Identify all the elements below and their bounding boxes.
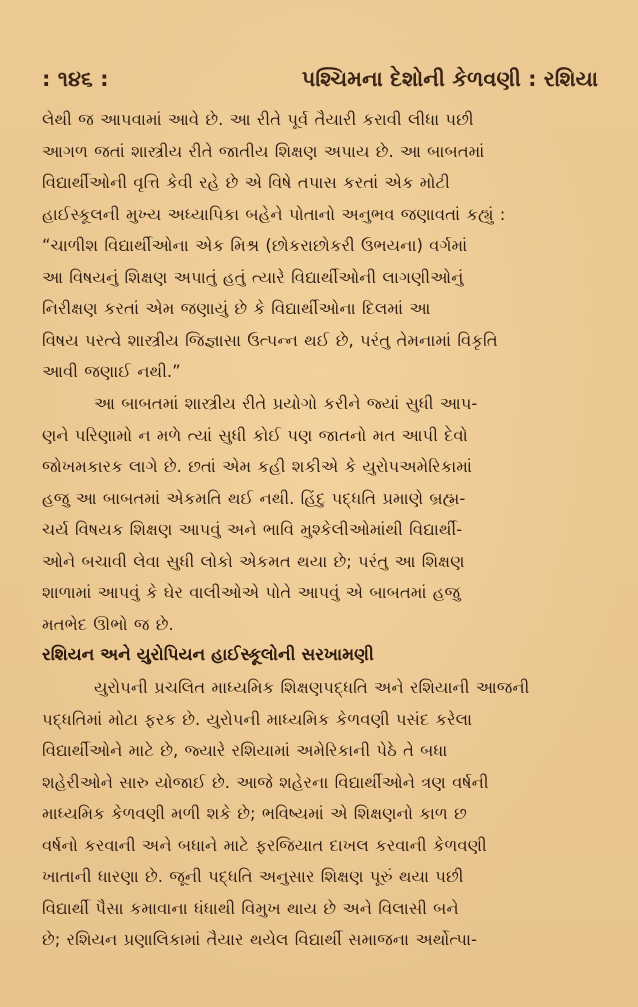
text-line: પદ્ધતિમાં મોટા ફરક છે. યુરોપની માધ્યમિક કેળવણી પસંદ કરેલા [42, 709, 473, 729]
text-line: આ બાબતમાં શાસ્ત્રીય રીતે પ્રયોગો કરીને જ્યાં સુધી આપ- [94, 394, 478, 413]
text-line: વર્ષનો કરવાની અને બધાને માટે ફરજિયાત દાખલ કરવાની કેળવણી [42, 835, 487, 855]
text-line: લેથી જ આપવામાં આવે છે. આ રીતે પૂર્વ તૈયારી કરાવી લીધા પછી [42, 110, 474, 129]
text-line: વિષય પરત્વે શાસ્ત્રીય જિજ્ઞાસા ઉત્પન્ન થઈ છે, પરંતુ તેમનામાં વિકૃતિ [42, 330, 498, 350]
page-number: : ૧૪૬ : [42, 66, 109, 91]
text-line: શહેરીઓને સારુ યોજાઈ છે. આજે શહેરના વિદ્યાર્થીઓને ત્રણ વર્ષની [42, 772, 489, 792]
text-line: હજુ આ બાબતમાં એકમતિ થઈ નથી. હિંદુ પદ્ધતિ પ્રમાણે બ્રહ્મ- [42, 488, 466, 508]
text-line: ણને પરિણામો ન મળે ત્યાં સુધી કોઈ પણ જાતનો મત આપી દેવો [42, 425, 468, 445]
paragraph-2 [42, 388, 598, 640]
text-line: હાઈસ્કૂલની મુખ્ય અધ્યાપિકા બહેને પોતાનો અનુભવ જણાવતાં કહ્યું : [42, 204, 506, 224]
text-line: જોખમકારક લાગે છે. છતાં એમ કહી શકીએ કે યુરોપઅમેરિકામાં [42, 457, 472, 476]
text-line: છે; રશિયન પ્રણાલિકામાં તૈયાર થયેલ વિદ્યાર્થી સમાજના અર્થોત્પા- [42, 930, 477, 949]
text-line: ચર્ય વિષયક શિક્ષણ આપવું અને ભાવિ મુશ્કેલીઓમાંથી વિદ્યાર્થી- [42, 520, 463, 539]
text-line: શાળામાં આપવું કે ઘેર વાલીઓએ પોતે આપવું એ બાબતમાં હજુ [42, 583, 461, 602]
text-line: મતભેદ ઊભો જ છે. [42, 614, 174, 634]
text-line: આવી જણાઈ નથી.” [42, 362, 181, 381]
text-line: ખાતાની ધારણા છે. જૂની પદ્ધતિ અનુસાર શિક્ષણ પૂરું થયા પછી [42, 867, 464, 886]
text-line: ઓને બચાવી લેવા સુધી લોકો એકમત થયા છે; પરંતુ આ શિક્ષણ [42, 551, 465, 571]
section-heading: રશિયન અને યુરોપિયન હાઈસ્કૂલોની સરખામણી [42, 645, 374, 665]
text-line: વિદ્યાર્થી પૈસા કમાવાના ધંધાથી વિમુખ થાય છે અને વિલાસી બને [42, 898, 459, 918]
text-line: માધ્યમિક કેળવણી મળી શકે છે; ભવિષ્યમાં એ શિક્ષણનો કાળ છ [42, 804, 467, 823]
text-line: આ વિષયનું શિક્ષણ અપાતું હતું ત્યારે વિદ્યાર્થીઓની લાગણીઓનું [42, 267, 464, 287]
text-line: યુરોપની પ્રચલિત માધ્યમિક શિક્ષણપદ્ધતિ અને રશિયાની આજની [94, 678, 530, 697]
text-line: નિરીક્ષણ કરતાં એમ જણાયું છે કે વિદ્યાર્થીઓના દિલમાં આ [42, 299, 431, 318]
text-line: આગળ જતાં શાસ્ત્રીય રીતે જાતીય શિક્ષણ અપાય છે. આ બાબતમાં [42, 141, 485, 161]
running-header [42, 64, 598, 94]
paragraph-1 [42, 104, 598, 388]
paragraph-3 [42, 672, 598, 956]
text-line: વિદ્યાર્થીઓને માટે છે, જ્યારે રશિયામાં અમેરિકાની પેઠે તે બધા [42, 741, 448, 760]
running-title: પશ્ચિમના દેશોની કેળવણી : રશિયા [301, 66, 598, 91]
text-line: “ચાળીશ વિદ્યાર્થીઓના એક મિશ્ર (છોકરાછોકરી ઉભયના) વર્ગમાં [42, 236, 468, 255]
text-line: વિદ્યાર્થીઓની વૃત્તિ કેવી રહે છે એ વિષે તપાસ કરતાં એક મોટી [42, 173, 450, 192]
